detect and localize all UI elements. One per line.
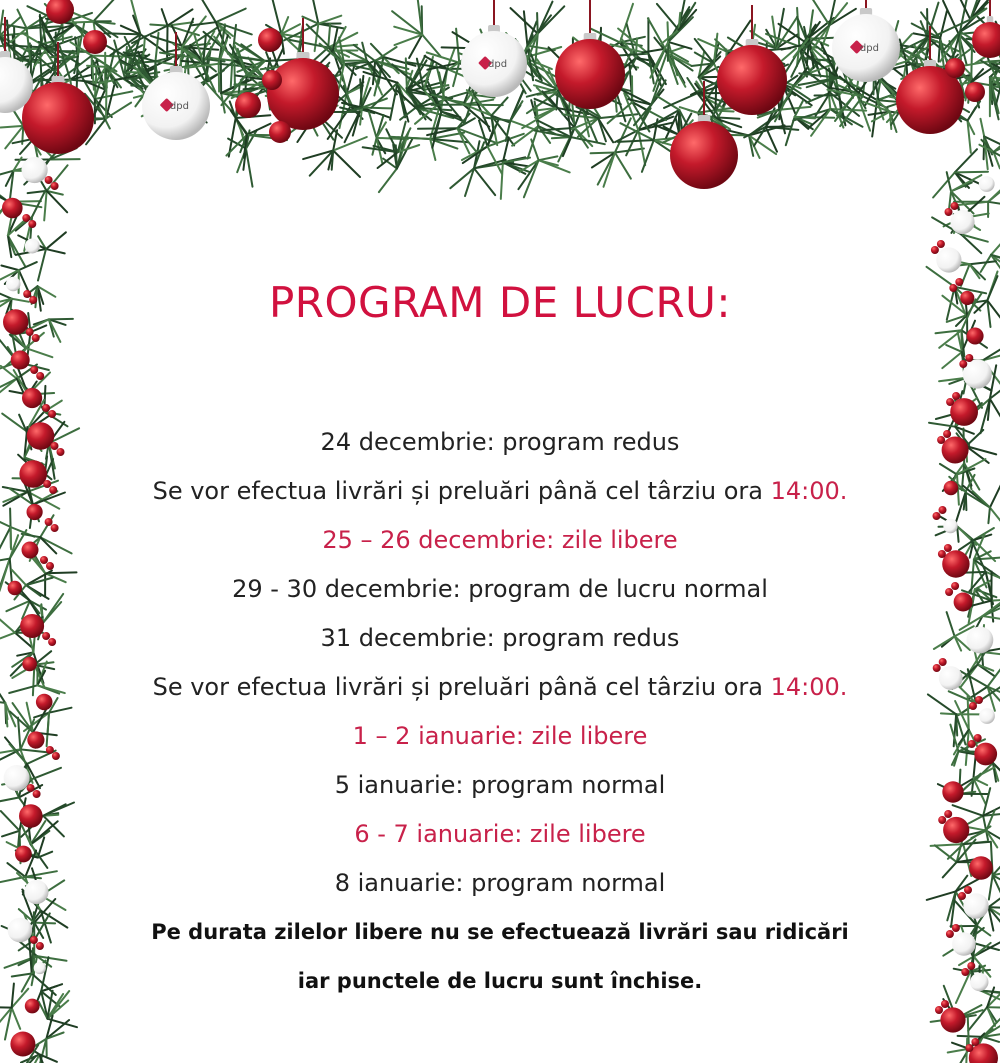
red-bauble-icon <box>22 82 94 154</box>
red-bauble-icon <box>944 481 959 496</box>
schedule-text: 29 - 30 decembrie: program de lucru normal <box>232 575 768 603</box>
schedule-line-dec-31-hours <box>80 663 920 712</box>
red-bauble-icon <box>943 817 969 843</box>
dpd-logo-text: dpd <box>859 43 879 54</box>
red-bauble-icon <box>2 198 23 219</box>
schedule-line-jan-6-7 <box>80 810 920 859</box>
red-bauble-icon <box>940 1007 965 1032</box>
schedule-text: 25 – 26 decembrie: zile libere <box>322 526 678 554</box>
white-bauble-icon <box>25 239 40 254</box>
red-bauble-icon <box>15 846 32 863</box>
white-bauble-icon <box>979 708 995 724</box>
white-bauble-icon <box>936 247 961 272</box>
schedule-text: 31 decembrie: program redus <box>320 624 680 652</box>
schedule-line-dec-25-26 <box>80 516 920 565</box>
red-bauble-icon <box>974 743 997 766</box>
schedule-line-dec-31 <box>80 614 920 663</box>
schedule-text: 5 ianuarie: program normal <box>334 771 666 799</box>
red-bauble-icon <box>19 804 43 828</box>
white-bauble-icon <box>24 880 48 904</box>
red-bauble-icon <box>22 388 42 408</box>
white-bauble-icon <box>8 918 33 943</box>
white-bauble-icon <box>4 765 30 791</box>
red-bauble-icon <box>942 437 969 464</box>
red-bauble-icon <box>27 731 44 748</box>
closure-note-line-2: iar punctele de lucru sunt închise. <box>297 969 703 993</box>
white-bauble-icon <box>979 176 995 192</box>
red-bauble-icon <box>8 581 22 595</box>
dpd-logo-text: dpd <box>169 101 189 112</box>
red-bauble-icon <box>22 542 39 559</box>
red-bauble-icon <box>670 121 738 189</box>
white-bauble-icon <box>967 627 994 654</box>
schedule-text: 24 decembrie: program redus <box>320 428 680 456</box>
white-bauble-icon <box>970 973 988 991</box>
schedule-line-dec-24 <box>80 418 920 467</box>
red-bauble-icon <box>22 657 37 672</box>
schedule-line-dec-29-30 <box>80 565 920 614</box>
schedule-text: 8 ianuarie: program normal <box>334 869 666 897</box>
schedule-line-jan-1-2 <box>80 712 920 761</box>
red-bauble-icon <box>11 351 30 370</box>
red-bauble-icon <box>972 22 1000 58</box>
closing-time-highlight: 14:00. <box>770 673 848 701</box>
white-bauble-icon <box>952 932 976 956</box>
red-bauble-icon <box>267 58 339 130</box>
white-bauble-icon <box>950 210 974 234</box>
white-bauble-icon <box>939 666 963 690</box>
schedule-text: 6 - 7 ianuarie: zile libere <box>354 820 646 848</box>
poster-title: PROGRAM DE LUCRU: <box>268 278 732 327</box>
schedule-text: 1 – 2 ianuarie: zile libere <box>352 722 648 750</box>
red-bauble-icon <box>717 45 787 115</box>
red-bauble-icon <box>967 328 984 345</box>
closure-note-line-1: Pe durata zilelor libere nu se efectuează livrări sau ridicări <box>151 920 849 944</box>
red-bauble-icon <box>954 593 973 612</box>
schedule-line-jan-8 <box>80 859 920 908</box>
schedule-text: Se vor efectua livrări și preluări până cel târziu ora <box>152 477 771 505</box>
red-bauble-icon <box>10 1032 35 1057</box>
red-bauble-icon <box>555 39 625 109</box>
white-bauble-icon <box>943 519 957 533</box>
schedule-text: Se vor efectua livrări și preluări până cel târziu ora <box>152 673 771 701</box>
schedule-line-dec-24-hours <box>80 467 920 516</box>
red-bauble-icon <box>19 460 47 488</box>
red-bauble-icon <box>942 550 969 577</box>
red-bauble-icon <box>27 422 55 450</box>
schedule-line-jan-5 <box>80 761 920 810</box>
red-bauble-icon <box>36 694 53 711</box>
red-bauble-icon <box>25 999 40 1014</box>
closing-time-highlight: 14:00. <box>770 477 848 505</box>
white-bauble-icon <box>34 962 46 974</box>
red-bauble-icon <box>26 504 42 520</box>
red-bauble-icon <box>20 614 44 638</box>
white-bauble-icon <box>21 157 47 183</box>
schedule-list <box>80 418 920 1006</box>
dpd-logo-text: dpd <box>488 59 508 70</box>
red-bauble-icon <box>950 398 978 426</box>
red-bauble-icon <box>942 781 963 802</box>
white-bauble-icon <box>963 893 988 918</box>
red-bauble-icon <box>969 856 993 880</box>
